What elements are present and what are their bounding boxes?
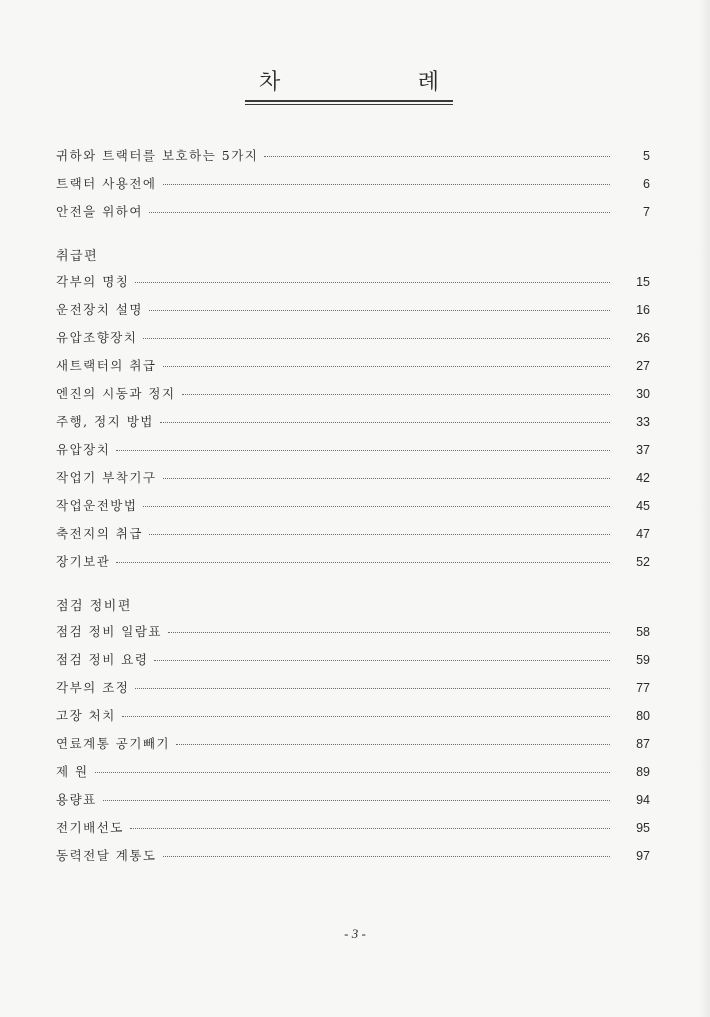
toc-row[interactable]: [56, 650, 650, 678]
toc-row-page: 27: [636, 359, 650, 373]
toc-row-page: 95: [636, 821, 650, 835]
toc-row-page: 87: [636, 737, 650, 751]
toc-row[interactable]: [56, 622, 650, 650]
toc-row[interactable]: [56, 440, 650, 468]
leader-dots: [135, 688, 610, 689]
toc-row-page: 77: [636, 681, 650, 695]
toc-row[interactable]: [56, 384, 650, 412]
leader-dots: [135, 282, 610, 283]
leader-dots: [182, 394, 610, 395]
toc-row[interactable]: [56, 818, 650, 846]
toc-row-label: 고장 처치: [56, 708, 116, 723]
toc-row-label: 작업운전방법: [56, 498, 138, 513]
toc-row-page: 6: [643, 177, 650, 191]
leader-dots: [149, 534, 610, 535]
toc-row[interactable]: [56, 412, 650, 440]
toc-row-label: 전기배선도: [56, 820, 124, 835]
toc-row-page: 97: [636, 849, 650, 863]
toc-row-label: 연료계통 공기빼기: [56, 736, 171, 751]
toc-section-maintenance: [56, 592, 650, 874]
toc-row-label: 축전지의 취급: [56, 526, 143, 541]
toc-row[interactable]: [56, 496, 650, 524]
toc-row[interactable]: [56, 734, 650, 762]
toc-row-page: 59: [636, 653, 650, 667]
leader-dots: [160, 422, 610, 423]
toc-row[interactable]: [56, 174, 650, 202]
toc-section-handling: [56, 242, 650, 580]
toc-row-label: 점검 정비 요령: [56, 652, 149, 667]
leader-dots: [163, 478, 611, 479]
leader-dots: [143, 338, 610, 339]
toc-row-label: 장기보관: [56, 554, 111, 569]
toc-row-label: 제 원: [56, 764, 89, 779]
toc-row-page: 30: [636, 387, 650, 401]
toc-row[interactable]: [56, 846, 650, 874]
page-title: [245, 68, 453, 105]
toc-row[interactable]: [56, 790, 650, 818]
toc-row-page: 45: [636, 499, 650, 513]
leader-dots: [103, 800, 610, 801]
toc-row[interactable]: [56, 552, 650, 580]
leader-dots: [163, 366, 611, 367]
toc-row[interactable]: [56, 272, 650, 300]
toc-row-page: 47: [636, 527, 650, 541]
toc-row[interactable]: [56, 706, 650, 734]
toc-row-label: 새트랙터의 취급: [56, 358, 157, 373]
toc-row-label: 유압조향장치: [56, 330, 138, 345]
toc-row-page: 26: [636, 331, 650, 345]
leader-dots: [154, 660, 610, 661]
scan-edge-shadow: [698, 0, 710, 1017]
toc-row-page: 5: [643, 149, 650, 163]
toc-row[interactable]: [56, 202, 650, 230]
toc-row-label: 점검 정비 일람표: [56, 624, 162, 639]
section-heading: 점검 정비편: [56, 599, 132, 614]
toc-row-page: 80: [636, 709, 650, 723]
toc-row-page: 7: [643, 205, 650, 219]
toc-row-page: 16: [636, 303, 650, 317]
toc-row-page: 15: [636, 275, 650, 289]
toc-row[interactable]: [56, 328, 650, 356]
leader-dots: [122, 716, 610, 717]
title-left-char: 차: [259, 70, 281, 95]
toc-intro-list: [56, 146, 650, 230]
leader-dots: [130, 828, 610, 829]
title-double-underline: [245, 100, 453, 105]
toc-row-page: 58: [636, 625, 650, 639]
toc-row-label: 귀하와 트랙터를 보호하는 5가지: [56, 148, 259, 163]
toc-row[interactable]: [56, 356, 650, 384]
toc-row[interactable]: [56, 146, 650, 174]
toc-row-page: 94: [636, 793, 650, 807]
toc-row[interactable]: [56, 300, 650, 328]
toc-row[interactable]: [56, 762, 650, 790]
toc-row-page: 42: [636, 471, 650, 485]
leader-dots: [143, 506, 610, 507]
leader-dots: [149, 310, 610, 311]
leader-dots: [176, 744, 610, 745]
toc-row[interactable]: [56, 468, 650, 496]
leader-dots: [116, 450, 610, 451]
toc-row-label: 운전장치 설명: [56, 302, 143, 317]
toc-row-page: 37: [636, 443, 650, 457]
leader-dots: [264, 156, 610, 157]
leader-dots: [163, 184, 611, 185]
toc-row-label: 엔진의 시동과 정지: [56, 386, 176, 401]
toc-row[interactable]: [56, 678, 650, 706]
toc-row-label: 안전을 위하여: [56, 204, 143, 219]
toc-row-label: 주행, 정지 방법: [56, 414, 154, 429]
toc-row-label: 각부의 명칭: [56, 274, 130, 289]
toc-row[interactable]: [56, 524, 650, 552]
page-number-footer: - 3 -: [344, 926, 366, 941]
toc-row-label: 작업기 부착기구: [56, 470, 157, 485]
leader-dots: [95, 772, 610, 773]
leader-dots: [116, 562, 610, 563]
toc-row-page: 52: [636, 555, 650, 569]
leader-dots: [163, 856, 611, 857]
toc-row-label: 동력전달 계통도: [56, 848, 157, 863]
toc-row-page: 33: [636, 415, 650, 429]
toc-row-label: 트랙터 사용전에: [56, 176, 157, 191]
toc-row-page: 89: [636, 765, 650, 779]
toc-row-label: 유압장치: [56, 442, 111, 457]
toc-row-label: 용량표: [56, 792, 97, 807]
leader-dots: [149, 212, 610, 213]
section-heading: 취급편: [56, 249, 99, 264]
title-right-char: 례: [417, 70, 439, 95]
leader-dots: [168, 632, 610, 633]
toc-row-label: 각부의 조정: [56, 680, 130, 695]
